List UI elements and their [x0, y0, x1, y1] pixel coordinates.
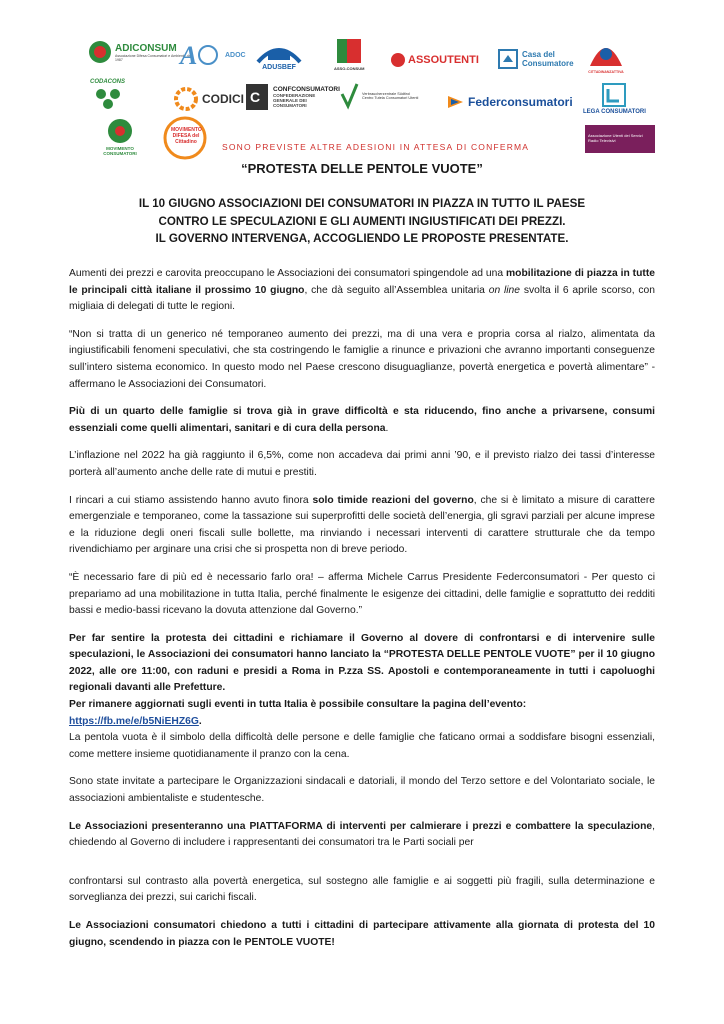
paragraph-3: [69, 404, 655, 437]
paragraph-12: confrontarsi sul contrasto alla povertà energetica, sul sostegno alle famiglie e ai soggetti più fragili, sulla determinazione e sorveglianza dei prezzi, sui carichi fiscali.: [69, 875, 655, 904]
centro-tutela-logo: [339, 80, 442, 112]
codici-mark: [173, 86, 199, 112]
mdc-logo: [163, 116, 207, 160]
assoutenti-mark: [391, 53, 405, 67]
subtitle-line-3: IL GOVERNO INTERVENGA, ACCOGLIENDO LE PROPOSTE PRESENTATE.: [155, 232, 569, 245]
lega-consumatori-name: LEGA CONSUMATORI: [583, 109, 646, 115]
adiconsum-mark: [88, 40, 112, 64]
p1-text-a: Aumenti dei prezzi e carovita preoccupano le Associazioni dei consumatori spingendole ad una: [69, 268, 506, 279]
p11-bold: Le Associazioni presenteranno una PIATTAFORMA di interventi per calmierare i prezzi e combattere la speculazione: [69, 820, 653, 832]
paragraph-5: [69, 493, 655, 559]
udicon-name: Associazione Utenti dei Servizi Radio Televisivi: [588, 133, 643, 143]
adusbef-mark: [254, 38, 304, 64]
codacons-logo: [90, 79, 125, 110]
federconsumatori-name: Federconsumatori: [468, 95, 573, 109]
paragraph-4: L’inflazione nel 2022 ha già raggiunto il 6,5%, come non accadeva dai primi anni ’90, e il previsto rialzo dei tassi d’interesse porterà all’aumento anche delle rate di mutui e prestiti.: [69, 450, 655, 478]
assoconsum-name: ASSO-CONSUM: [334, 66, 365, 71]
adiconsum-name: ADICONSUM: [115, 42, 177, 54]
paragraph-2: “Non si tratta di un generico né temporaneo aumento dei prezzi, ma di una vera e propria corsa al rialzo, alimentata da ingiustificabili fenomeni speculativi, che sta costringendo le famiglie a rinunce e privazioni che avranno importanti conseguenze sull’intero sistema economico. In questo modo nel Paese crescono disuguaglianze, povertà energetica e povertà alimentare” - affermano le Associazioni dei Consumatori.: [69, 328, 655, 390]
movimento-consumatori-name: MOVIMENTO CONSUMATORI: [103, 146, 137, 156]
p8-bold: Per rimanere aggiornati sugli eventi in tutta Italia è possibile consultare la pagina dell’evento:: [69, 699, 527, 711]
event-link[interactable]: https://fb.me/e/b5NiEHZ6G: [69, 715, 199, 727]
adusbef-name: ADUSBEF: [262, 64, 296, 71]
mdc-name: MOVIMENTO DIFESA del Cittadino: [171, 127, 202, 145]
lega-consumatori-mark: [601, 82, 627, 108]
paragraph-10: Sono state invitate a partecipare le Organizzazioni sindacali e datoriali, il mondo del Terzo settore e del Volontariato sociale, le associazioni ambientaliste e studentesche.: [69, 776, 655, 805]
p1-text-e: svolta il 6 aprile scorso, con migliaia di delegati di tutte le regioni.: [69, 284, 656, 313]
p5-bold: solo timide reazioni del governo: [312, 494, 474, 506]
p3-end: .: [385, 422, 389, 434]
subtitle-line-2: CONTRO LE SPECULAZIONI E GLI AUMENTI INGIUSTIFICATI DEI PREZZI.: [158, 214, 566, 228]
confconsumatori-logo: [244, 82, 340, 112]
casa-consumatore-logo: [497, 48, 574, 70]
p11-text-b: , chiedendo al Governo di includere i rappresentanti dei consumatori tra le Parti sociali per: [69, 820, 655, 849]
centro-tutela-mark: [339, 80, 359, 112]
casa-consumatore-name: Casa del Consumatore: [522, 50, 574, 68]
paragraph-7: Per far sentire la protesta dei cittadini e richiamare il Governo al dovere di confrontarsi e di intervenire sulle speculazioni, le Associazioni dei consumatori hanno lanciato la “PROTESTA DELLE PENTOLE VUOTE” per il 10 giugno 2022, alle ore 11:00, con raduni e presidi a Roma in P.zza SS. Apostoli e contemporaneamente in tutti i capoluoghi regionali davanti alle Prefetture.: [69, 632, 655, 694]
codacons-mark: [93, 86, 123, 110]
paragraph-13: Le Associazioni consumatori chiedono a tutti i cittadini di partecipare attivamente alla giornata di protesta del 10 giugno, scendendo in piazza con le PENTOLE VUOTE!: [69, 920, 655, 948]
assoconsum-mark: [334, 36, 364, 66]
confconsumatori-mark: [244, 82, 270, 112]
cittadinanzattiva-name: CITTADINANZATTIVA: [588, 70, 624, 74]
movimento-consumatori-logo: [95, 117, 145, 156]
codacons-name: CODACONS: [90, 79, 126, 85]
confconsumatori-name: CONFCONSUMATORI: [273, 86, 340, 93]
logos-header: [0, 0, 724, 165]
movimento-consumatori-mark: [104, 117, 136, 145]
adiconsum-tagline: Associazione Difesa Consumatori e Ambiente dal 1987: [115, 53, 192, 62]
subtitle-line-1: IL 10 GIUGNO ASSOCIAZIONI DEI CONSUMATORI IN PIAZZA IN TUTTO IL PAESE: [138, 197, 586, 210]
p3-bold: Più di un quarto delle famiglie si trova già in grave difficoltà e sta riducendo, fino anche a privarsene, consumi essenziali come quelli alimentari, sanitari e di cura della persona: [69, 406, 655, 434]
paragraph-6: “È necessario fare di più ed è necessario farlo ora! – afferma Michele Carrus Presidente Federconsumatori - Per questo ci prepariamo ad una mobilitazione in tutta Italia, perché finalmente le esigenze dei cittadini, delle famiglie e soprattutto dei redditi bassi e medio-bassi ricevano la dovuta attenzione dal Governo.”: [69, 571, 655, 617]
adhesions-notice: SONO PREVISTE ALTRE ADESIONI IN ATTESA DI CONFERMA: [222, 142, 530, 152]
p1-bold: mobilitazione di piazza in tutte le principali città italiane il prossimo 10 giugno: [69, 268, 655, 296]
centro-tutela-tagline: Verbraucherzentrale Südtirol: [362, 92, 411, 96]
adoc-mark: [178, 40, 222, 70]
p1-text-c: , che dà seguito all’Assemblea unitaria: [304, 284, 489, 296]
federconsumatori-mark: [447, 94, 465, 110]
p5-text-a: I rincari a cui stiamo assistendo hanno avuto finora: [69, 494, 313, 506]
document-title: “PROTESTA DELLE PENTOLE VUOTE”: [241, 161, 483, 176]
codici-logo: [173, 86, 244, 112]
cittadinanzattiva-logo: [586, 36, 626, 74]
confconsumatori-tagline: CONFEDERAZIONE GENERALE DEI CONSUMATORI: [273, 93, 316, 108]
adoc-logo: [178, 40, 246, 70]
assoconsum-logo: [334, 36, 364, 71]
codici-name: CODICI: [202, 92, 244, 106]
federconsumatori-logo: [447, 94, 573, 110]
casa-consumatore-mark: [497, 48, 519, 70]
p1-italic: on line: [488, 284, 521, 296]
udicon-logo: [585, 125, 655, 153]
paragraph-9: La pentola vuota è il simbolo della difficoltà delle persone e delle famiglie che faticano ormai a soddisfare bisogni essenziali, come mettere insieme quotidianamente il pranzo con la cena.: [69, 732, 655, 760]
adusbef-logo: [254, 38, 304, 71]
lega-consumatori-logo: [583, 82, 646, 115]
centro-tutela-name: Centro Tutela Consumatori Utenti: [362, 96, 419, 100]
p8-dot: .: [198, 715, 202, 727]
paragraph-1: [69, 266, 655, 316]
assoutenti-logo: [391, 53, 479, 67]
assoutenti-name: ASSOUTENTI: [408, 54, 479, 66]
document-body: [69, 266, 655, 962]
cittadinanzattiva-mark: [586, 36, 626, 70]
svg-text:A: A: [180, 41, 198, 70]
document-subtitle: [60, 195, 664, 248]
p5-text-c: , che si è limitato a misure di carattere emergenziale e temporaneo, come la tassazione sui superprofitti delle società dell’energia, gli sgravi parziali per alcune imprese e la riduzione degli oneri fiscali sulle bollette, ma rinviando i necessari interventi di carattere strutturale che da tempo rivendichiamo per arginare una crisi che si prospetta non di breve periodo.: [69, 494, 656, 556]
paragraph-11: [69, 819, 655, 852]
svg-text:C: C: [250, 89, 261, 105]
paragraph-gap: [69, 852, 655, 874]
adoc-name: ADOC: [225, 51, 246, 59]
paragraph-8: [69, 697, 655, 730]
